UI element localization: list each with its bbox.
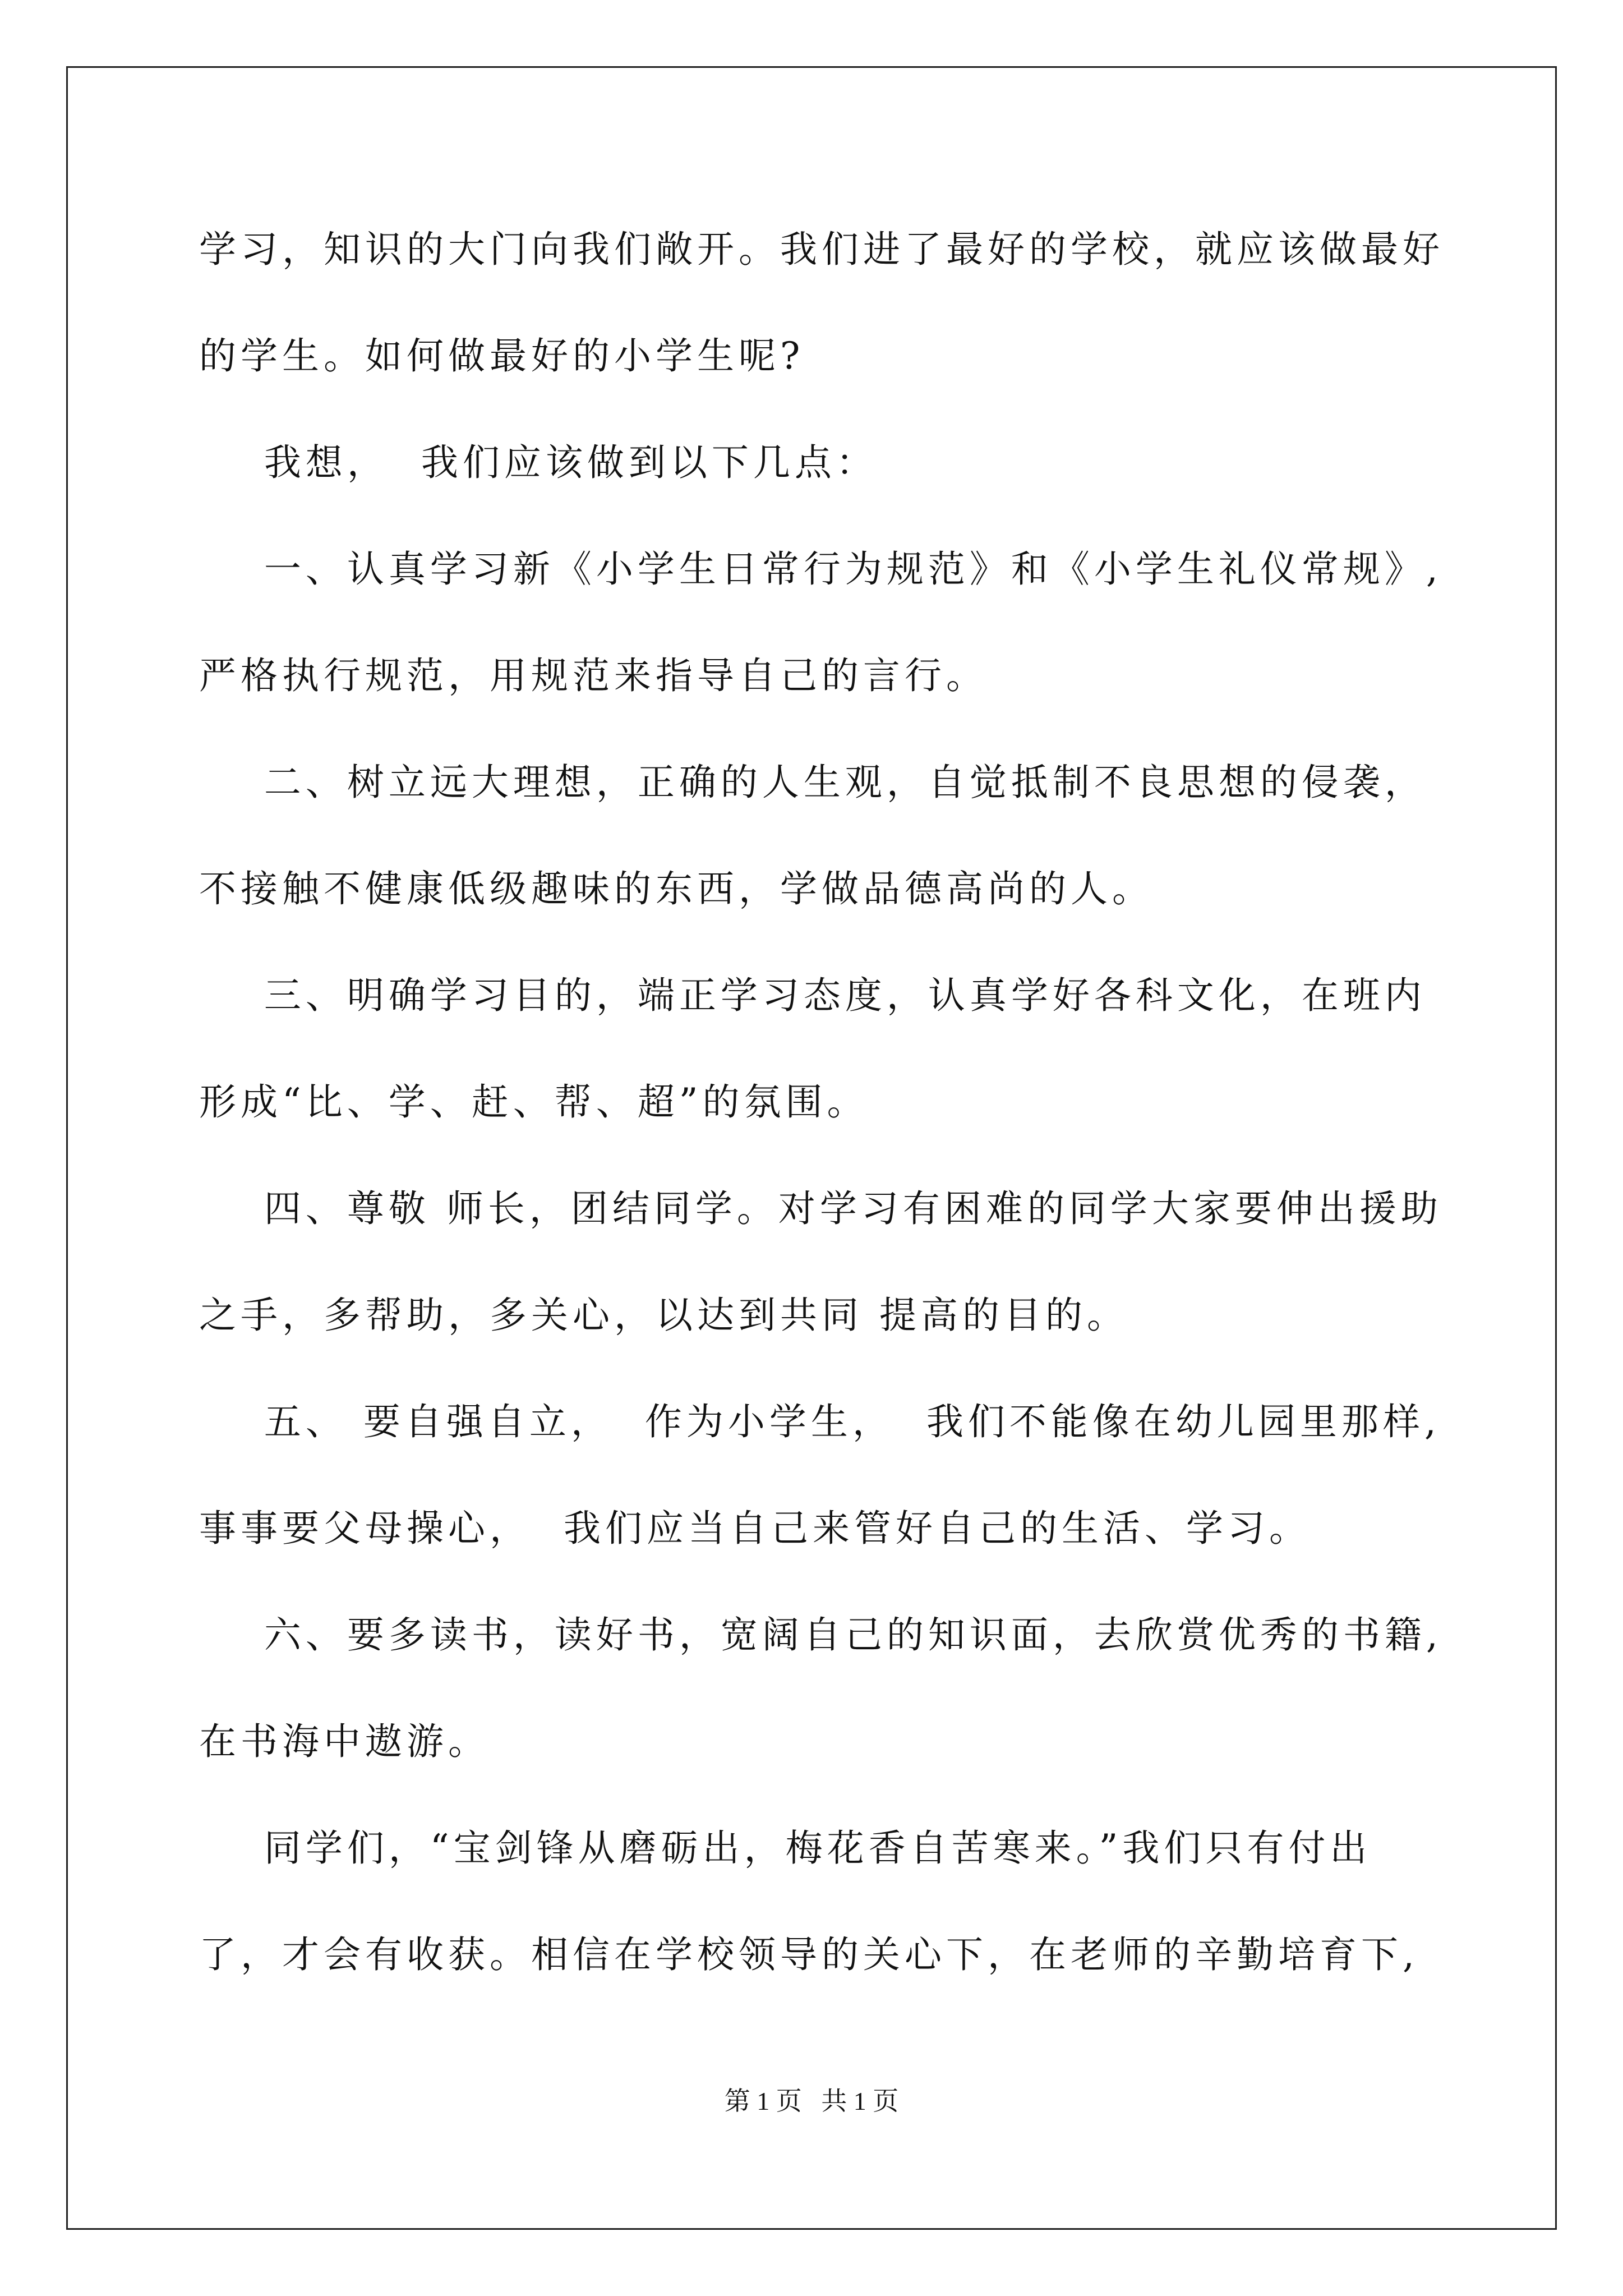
body-line: 不接触不健康低级趣味的东西，学做品德高尚的人。	[199, 867, 1154, 910]
body-line: 事事要父母操心， 我们应当自己来管好自己的生活、学习。	[199, 1507, 1311, 1550]
page-border	[66, 66, 1557, 2230]
body-line: 之手，多帮助，多关心，以达到共同 提高的目的。	[199, 1294, 1128, 1337]
body-line: 四、尊敬 师长，团结同学。对学习有困难的同学大家要伸出援助	[199, 1187, 1442, 1230]
body-line: 五、 要自强自立， 作为小学生， 我们不能像在幼儿园里那样,	[199, 1400, 1441, 1443]
page-number-footer: 第 1 页 共 1 页	[724, 2087, 899, 2115]
body-line: 的学生。如何做最好的小学生呢?	[199, 334, 805, 378]
body-line: 一、认真学习新《小学生日常行为规范》和《小学生礼仪常规》,	[199, 547, 1442, 591]
body-line: 六、要多读书，读好书，宽阔自己的知识面，去欣赏优秀的书籍,	[199, 1613, 1442, 1657]
body-line: 二、树立远大理想，正确的人生观，自觉抵制不良思想的侵袭，	[199, 761, 1426, 804]
body-line: 我想， 我们应该做到以下几点：	[199, 441, 878, 484]
body-line: 在书海中遨游。	[199, 1720, 490, 1763]
body-line: 三、明确学习目的，端正学习态度，认真学好各科文化，在班内	[199, 974, 1426, 1017]
body-line: 了，才会有收获。相信在学校领导的关心下，在老师的辛勤培育下,	[199, 1933, 1419, 1976]
body-line: 形成“比、学、赶、帮、超”的氛围。	[199, 1080, 869, 1124]
body-line: 学习，知识的大门向我们敞开。我们进了最好的学校，就应该做最好	[199, 228, 1444, 271]
body-line: 严格执行规范，用规范来指导自己的言行。	[199, 654, 988, 697]
body-line: 同学们，“宝剑锋从磨砺出，梅花香自苦寒来。”我们只有付出	[199, 1826, 1372, 1870]
